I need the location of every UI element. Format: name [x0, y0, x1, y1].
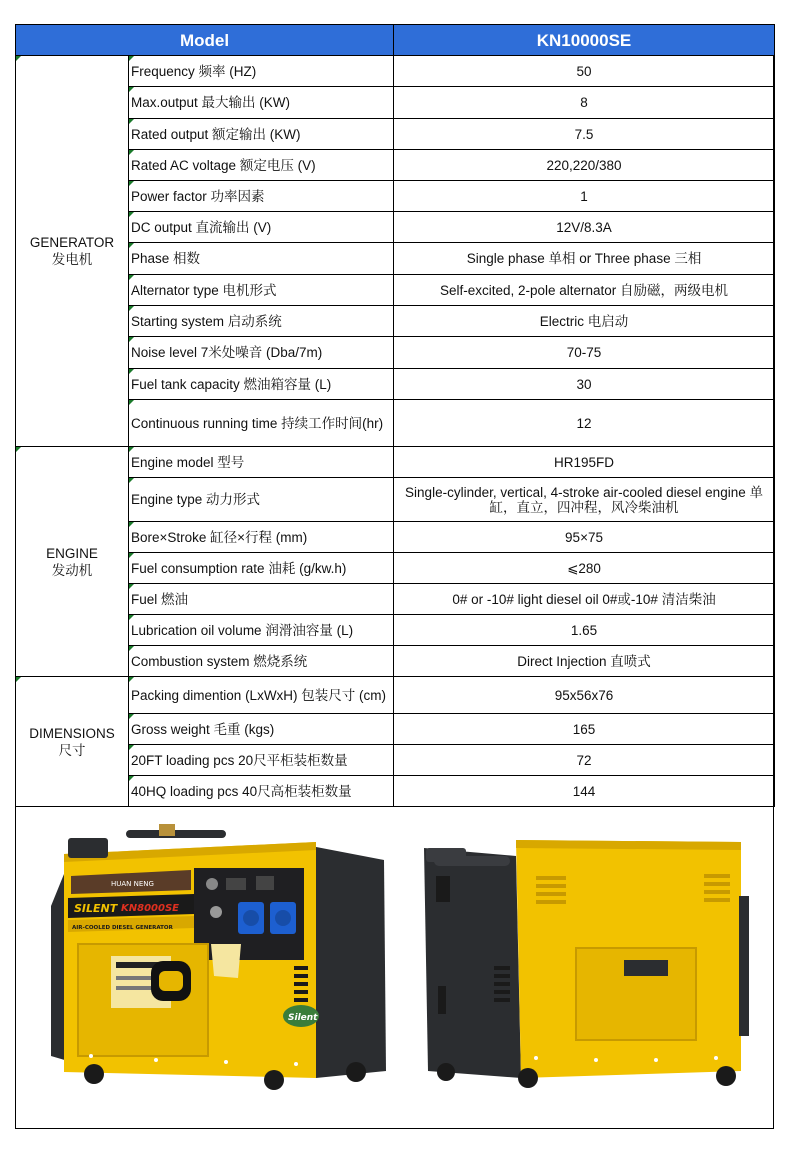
table-row: [16, 275, 775, 306]
generator-front-view: [51, 824, 386, 1090]
generator-photos-svg: [16, 816, 773, 1128]
table-row: [16, 212, 775, 243]
spec-label: Alternator type 电机形式: [129, 275, 394, 306]
side-logo-text: Silent: [288, 1013, 318, 1023]
spec-label: Phase 相数: [129, 243, 394, 275]
spec-label: Gross weight 毛重 (kgs): [129, 714, 394, 745]
table-row: [16, 181, 775, 212]
table-row: [16, 119, 775, 150]
spec-label: Rated AC voltage 额定电压 (V): [129, 150, 394, 181]
wheel-icon: [346, 1062, 366, 1082]
spec-value: Direct Injection 直喷式: [394, 646, 775, 677]
table-row: [16, 584, 775, 615]
table-row: [16, 87, 775, 119]
table-row: [16, 714, 775, 745]
spec-value: ⩽280: [394, 553, 775, 584]
table-row: [16, 306, 775, 337]
wheel-icon: [518, 1068, 538, 1088]
spec-value: HR195FD: [394, 447, 775, 478]
section-name-cn: 发电机: [51, 252, 93, 267]
table-row: [16, 369, 775, 400]
table-row: [16, 478, 775, 522]
spec-value: 220,220/380: [394, 150, 775, 181]
section-label-generator: [16, 56, 129, 447]
key-switch-icon: [210, 906, 222, 918]
spec-value: 1: [394, 181, 775, 212]
spec-table-body: [16, 56, 775, 807]
spec-label: Engine model 型号: [129, 447, 394, 478]
section-label-dimensions: [16, 677, 129, 807]
generator-rear-view: [424, 840, 749, 1088]
spec-value: 12: [394, 400, 775, 447]
spec-value: 70-75: [394, 337, 775, 369]
spec-value: 30: [394, 369, 775, 400]
spec-label: Bore×Stroke 缸径×行程 (mm): [129, 522, 394, 553]
spec-label: Starting system 启动系统: [129, 306, 394, 337]
header-model-value: KN10000SE: [394, 25, 775, 56]
spec-table: [15, 24, 775, 807]
table-row: [16, 745, 775, 776]
table-row: [16, 615, 775, 646]
spec-value: 1.65: [394, 615, 775, 646]
header-model-label: Model: [16, 25, 394, 56]
silent-badge-text: SILENT: [74, 902, 118, 915]
spec-value: Electric 电启动: [394, 306, 775, 337]
spec-label: Continuous running time 持续工作时间(hr): [129, 400, 394, 447]
spec-label: Lubrication oil volume 润滑油容量 (L): [129, 615, 394, 646]
spec-value: 95x56x76: [394, 677, 775, 714]
wheel-icon: [716, 1066, 736, 1086]
spec-value: 7.5: [394, 119, 775, 150]
spec-label: 20FT loading pcs 20尺平柜装柜数量: [129, 745, 394, 776]
nameplate-label: [624, 960, 668, 976]
section-label-engine: [16, 447, 129, 677]
spec-label: Engine type 动力形式: [129, 478, 394, 522]
spec-label: Frequency 频率 (HZ): [129, 56, 394, 87]
spec-value: 0# or -10# light diesel oil 0#或-10# 清洁柴油: [394, 584, 775, 615]
spec-label: Rated output 额定输出 (KW): [129, 119, 394, 150]
spec-value: Single-cylinder, vertical, 4-stroke air-cooled diesel engine 单缸，直立，四冲程，风冷柴油机: [394, 478, 775, 522]
spec-label: Fuel 燃油: [129, 584, 394, 615]
product-photos: [16, 816, 773, 1128]
table-row: [16, 646, 775, 677]
section-name-en: DIMENSIONS: [29, 725, 115, 741]
table-row: [16, 243, 775, 275]
table-row: [16, 447, 775, 478]
spec-value: 50: [394, 56, 775, 87]
spec-label: Power factor 功率因素: [129, 181, 394, 212]
spec-value: 8: [394, 87, 775, 119]
spec-label: DC output 直流输出 (V): [129, 212, 394, 243]
table-row: [16, 522, 775, 553]
brand-plate-text: HUAN NENG: [111, 880, 154, 888]
section-name-cn: 发动机: [51, 562, 93, 578]
spec-label: Fuel tank capacity 燃油箱容量 (L): [129, 369, 394, 400]
spec-value: 144: [394, 776, 775, 807]
wheel-icon: [437, 1063, 455, 1081]
spec-label: 40HQ loading pcs 40尺高柜装柜数量: [129, 776, 394, 807]
spec-label: Packing dimention (LxWxH) 包装尺寸 (cm): [129, 677, 394, 714]
table-header-row: [16, 25, 775, 56]
table-row: [16, 56, 775, 87]
subtitle-plate-text: AIR-COOLED DIESEL GENERATOR: [72, 925, 173, 931]
table-row: [16, 337, 775, 369]
section-name-en: ENGINE: [46, 545, 98, 561]
spec-label: Max.output 最大输出 (KW): [129, 87, 394, 119]
spec-value: 165: [394, 714, 775, 745]
spec-value: Self-excited, 2-pole alternator 自励磁，两级电机: [394, 275, 775, 306]
spec-value: 12V/8.3A: [394, 212, 775, 243]
table-row: [16, 677, 775, 714]
table-row: [16, 400, 775, 447]
spec-value: 72: [394, 745, 775, 776]
table-row: [16, 553, 775, 584]
model-plate-text: KN8000SE: [121, 903, 179, 914]
spec-label: Fuel consumption rate 油耗 (g/kw.h): [129, 553, 394, 584]
gauge-icon: [206, 878, 218, 890]
section-name-cn: 尺寸: [58, 742, 86, 758]
wheel-icon: [84, 1064, 104, 1084]
spec-label: Noise level 7米处噪音 (Dba/7m): [129, 337, 394, 369]
section-name-en: GENERATOR: [29, 235, 115, 250]
wheel-icon: [264, 1070, 284, 1090]
table-row: [16, 776, 775, 807]
spec-value: 95×75: [394, 522, 775, 553]
spec-value: Single phase 单相 or Three phase 三相: [394, 243, 775, 275]
table-row: [16, 150, 775, 181]
spec-label: Combustion system 燃烧系统: [129, 646, 394, 677]
